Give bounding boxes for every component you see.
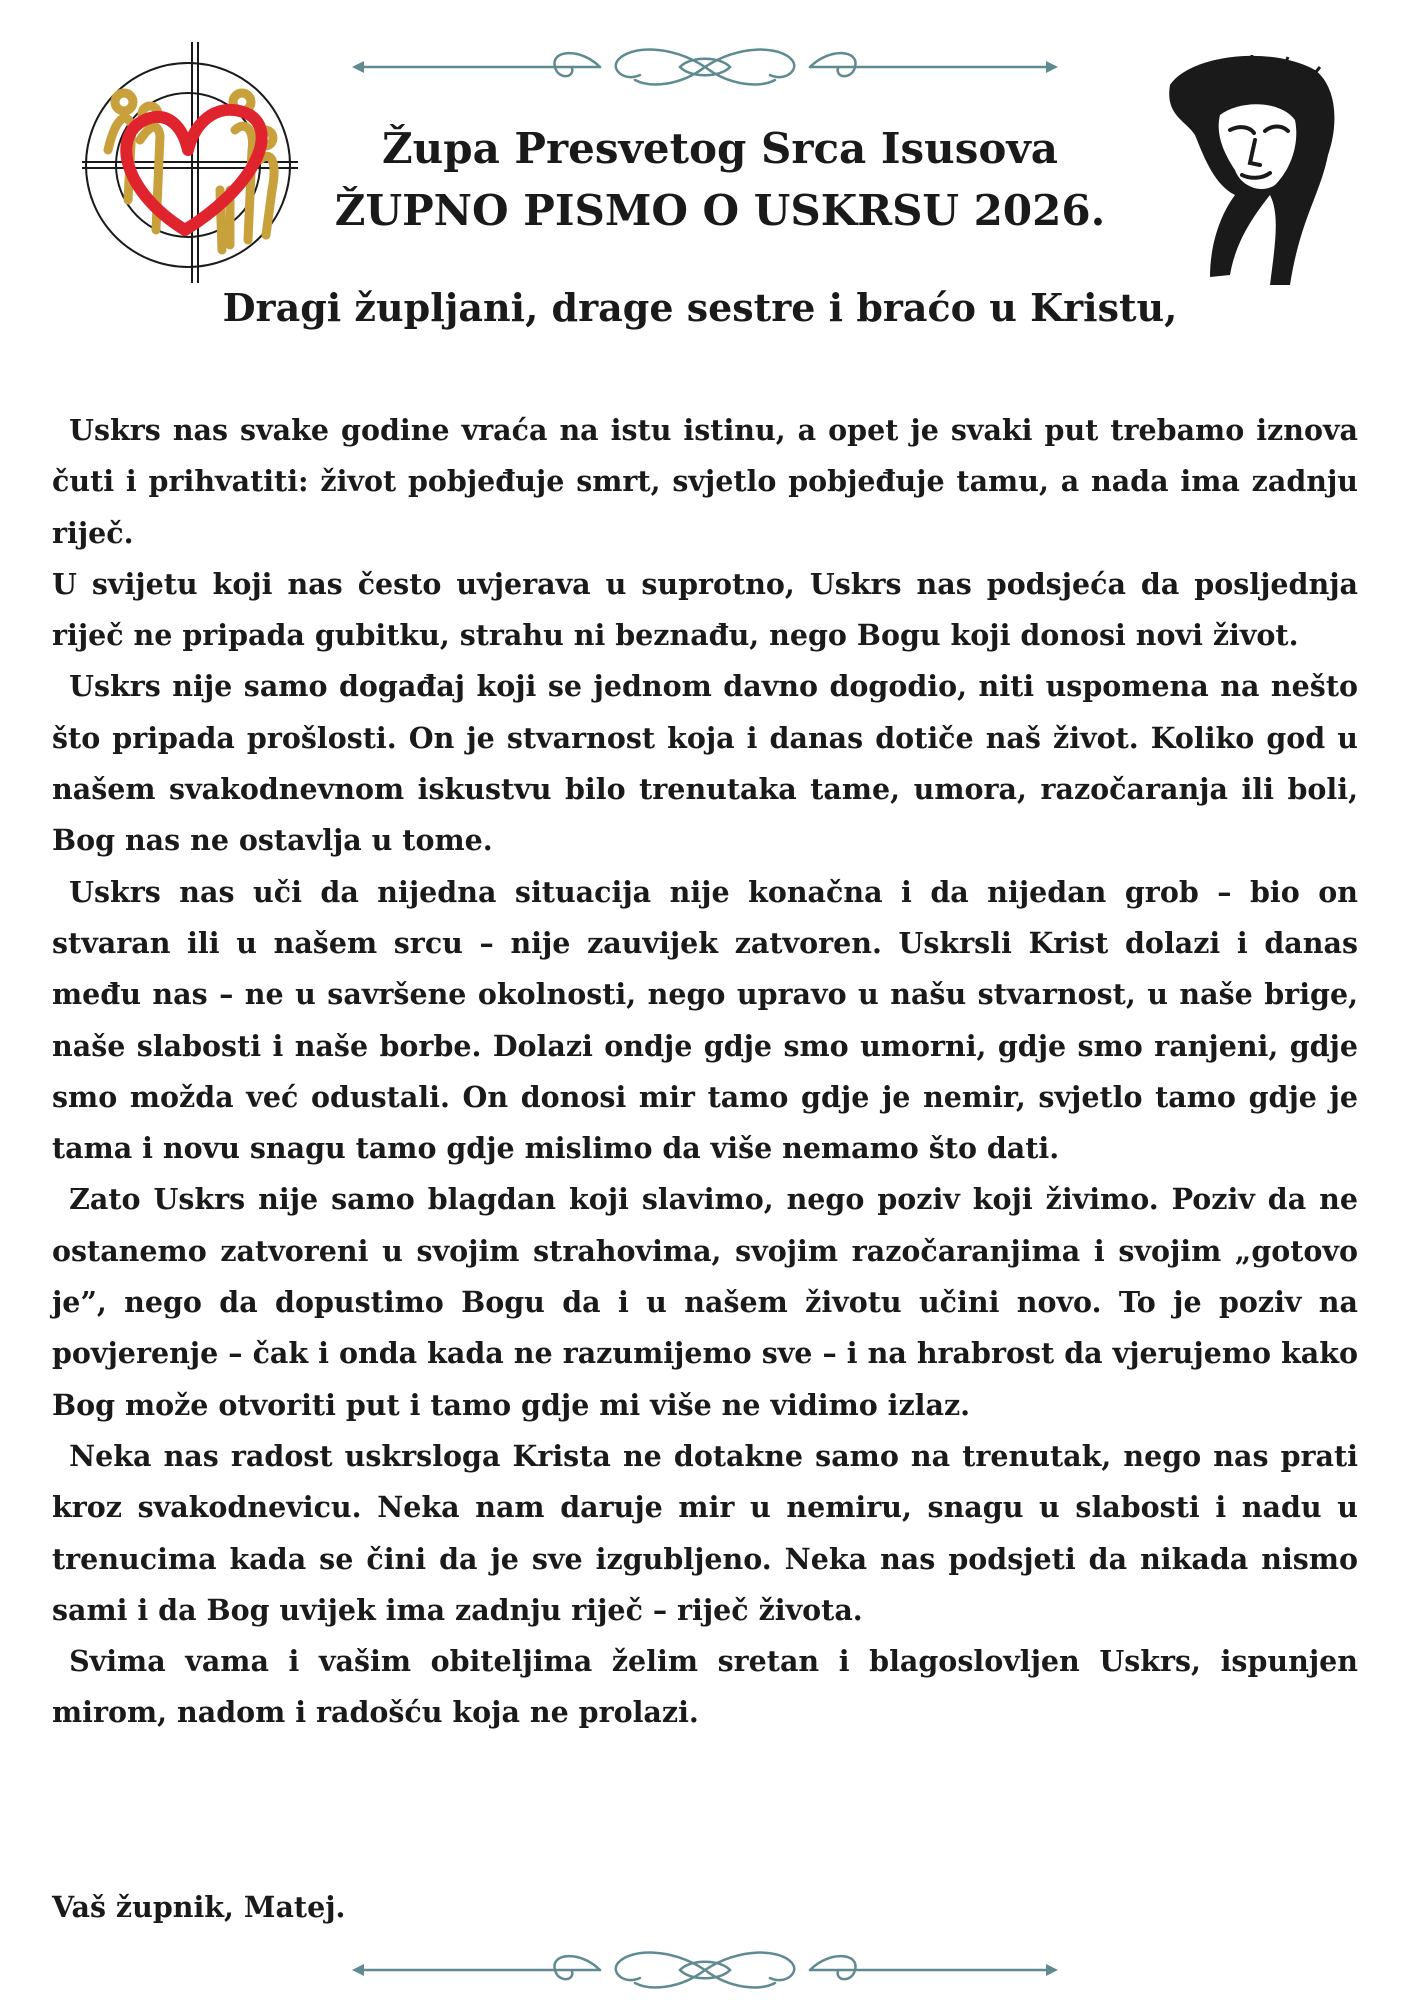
letter-title: ŽUPNO PISMO O USKRSU 2026. — [334, 186, 1106, 235]
paragraph: Neka nas radost uskrsloga Krista ne dotakne samo na trenutak, nego nas prati kroz svakodnevicu. Neka nam daruje mir u nemiru, snagu u slabosti i nadu u trenucima kada se čini da je sve izgubljeno. Neka nas podsjeti da nikada nismo sami i da Bog uvijek ima zadnju riječ – riječ života. — [52, 1438, 1358, 1627]
letter-body — [52, 405, 1358, 1739]
paragraph: Uskrs nas uči da nijedna situacija nije konačna i da nijedan grob – bio on stvaran ili u našem srcu – nije zauvijek zatvoren. Uskrsli Krist dolazi i danas među nas – ne u savršene okolnosti, nego upravo u našu stvarnost, u naše brige, naše slabosti i naše borbe. Dolazi ondje gdje smo umorni, gdje smo ranjeni, gdje smo možda već odustali. On donosi mir tamo gdje je nemir, svjetlo tamo gdje je tama i novu snagu tamo gdje mislimo da više nemamo što dati. — [52, 874, 1358, 1166]
paragraph: U svijetu koji nas često uvjerava u suprotno, Uskrs nas podsjeća da posljednja riječ ne pripada gubitku, strahu ni beznađu, nego Bogu koji donosi novi život. — [52, 566, 1358, 653]
parish-name: Župa Presvetog Srca Isusova — [382, 124, 1058, 173]
paragraph: Svima vama i vašim obiteljima želim sretan i blagoslovljen Uskrs, ispunjen mirom, nadom i radošću koja ne prolazi. — [52, 1644, 1358, 1730]
top-ornament-divider — [350, 42, 1060, 92]
bottom-ornament-divider — [350, 1945, 1060, 1995]
letter-header — [300, 118, 1140, 242]
greeting: Dragi župljani, drage sestre i braćo u Kristu, — [222, 285, 1178, 330]
paragraph: Uskrs nije samo događaj koji se jednom davno dogodio, niti uspomena na nešto što pripada prošlosti. On je stvarnost koja i danas dotiče naš život. Koliko god u našem svakodnevnom iskustvu bilo trenutaka tame, umora, razočaranja ili boli, Bog nas ne ostavlja u tome. — [52, 669, 1358, 858]
paragraph: Uskrs nas svake godine vraća na istu istinu, a opet je svaki put trebamo iznova čuti i prihvatiti: život pobjeđuje smrt, svjetlo pobjeđuje tamu, a nada ima zadnju riječ. — [52, 413, 1358, 550]
parish-logo — [80, 40, 300, 285]
christ-crown-of-thorns-image — [1150, 45, 1340, 290]
paragraph: Zato Uskrs nije samo blagdan koji slavimo, nego poziv koji živimo. Poziv da ne ostanemo zatvoreni u svojim strahovima, svojim razočaranjima i svojim „gotovo je”, nego da dopustimo Bogu da i u našem životu učini novo. To je poziv na povjerenje – čak i onda kada ne razumijemo sve – i na hrabrost da vjerujemo kako Bog može otvoriti put i tamo gdje mi više ne vidimo izlaz. — [52, 1182, 1358, 1422]
signature: Vaš župnik, Matej. — [52, 1890, 346, 1924]
